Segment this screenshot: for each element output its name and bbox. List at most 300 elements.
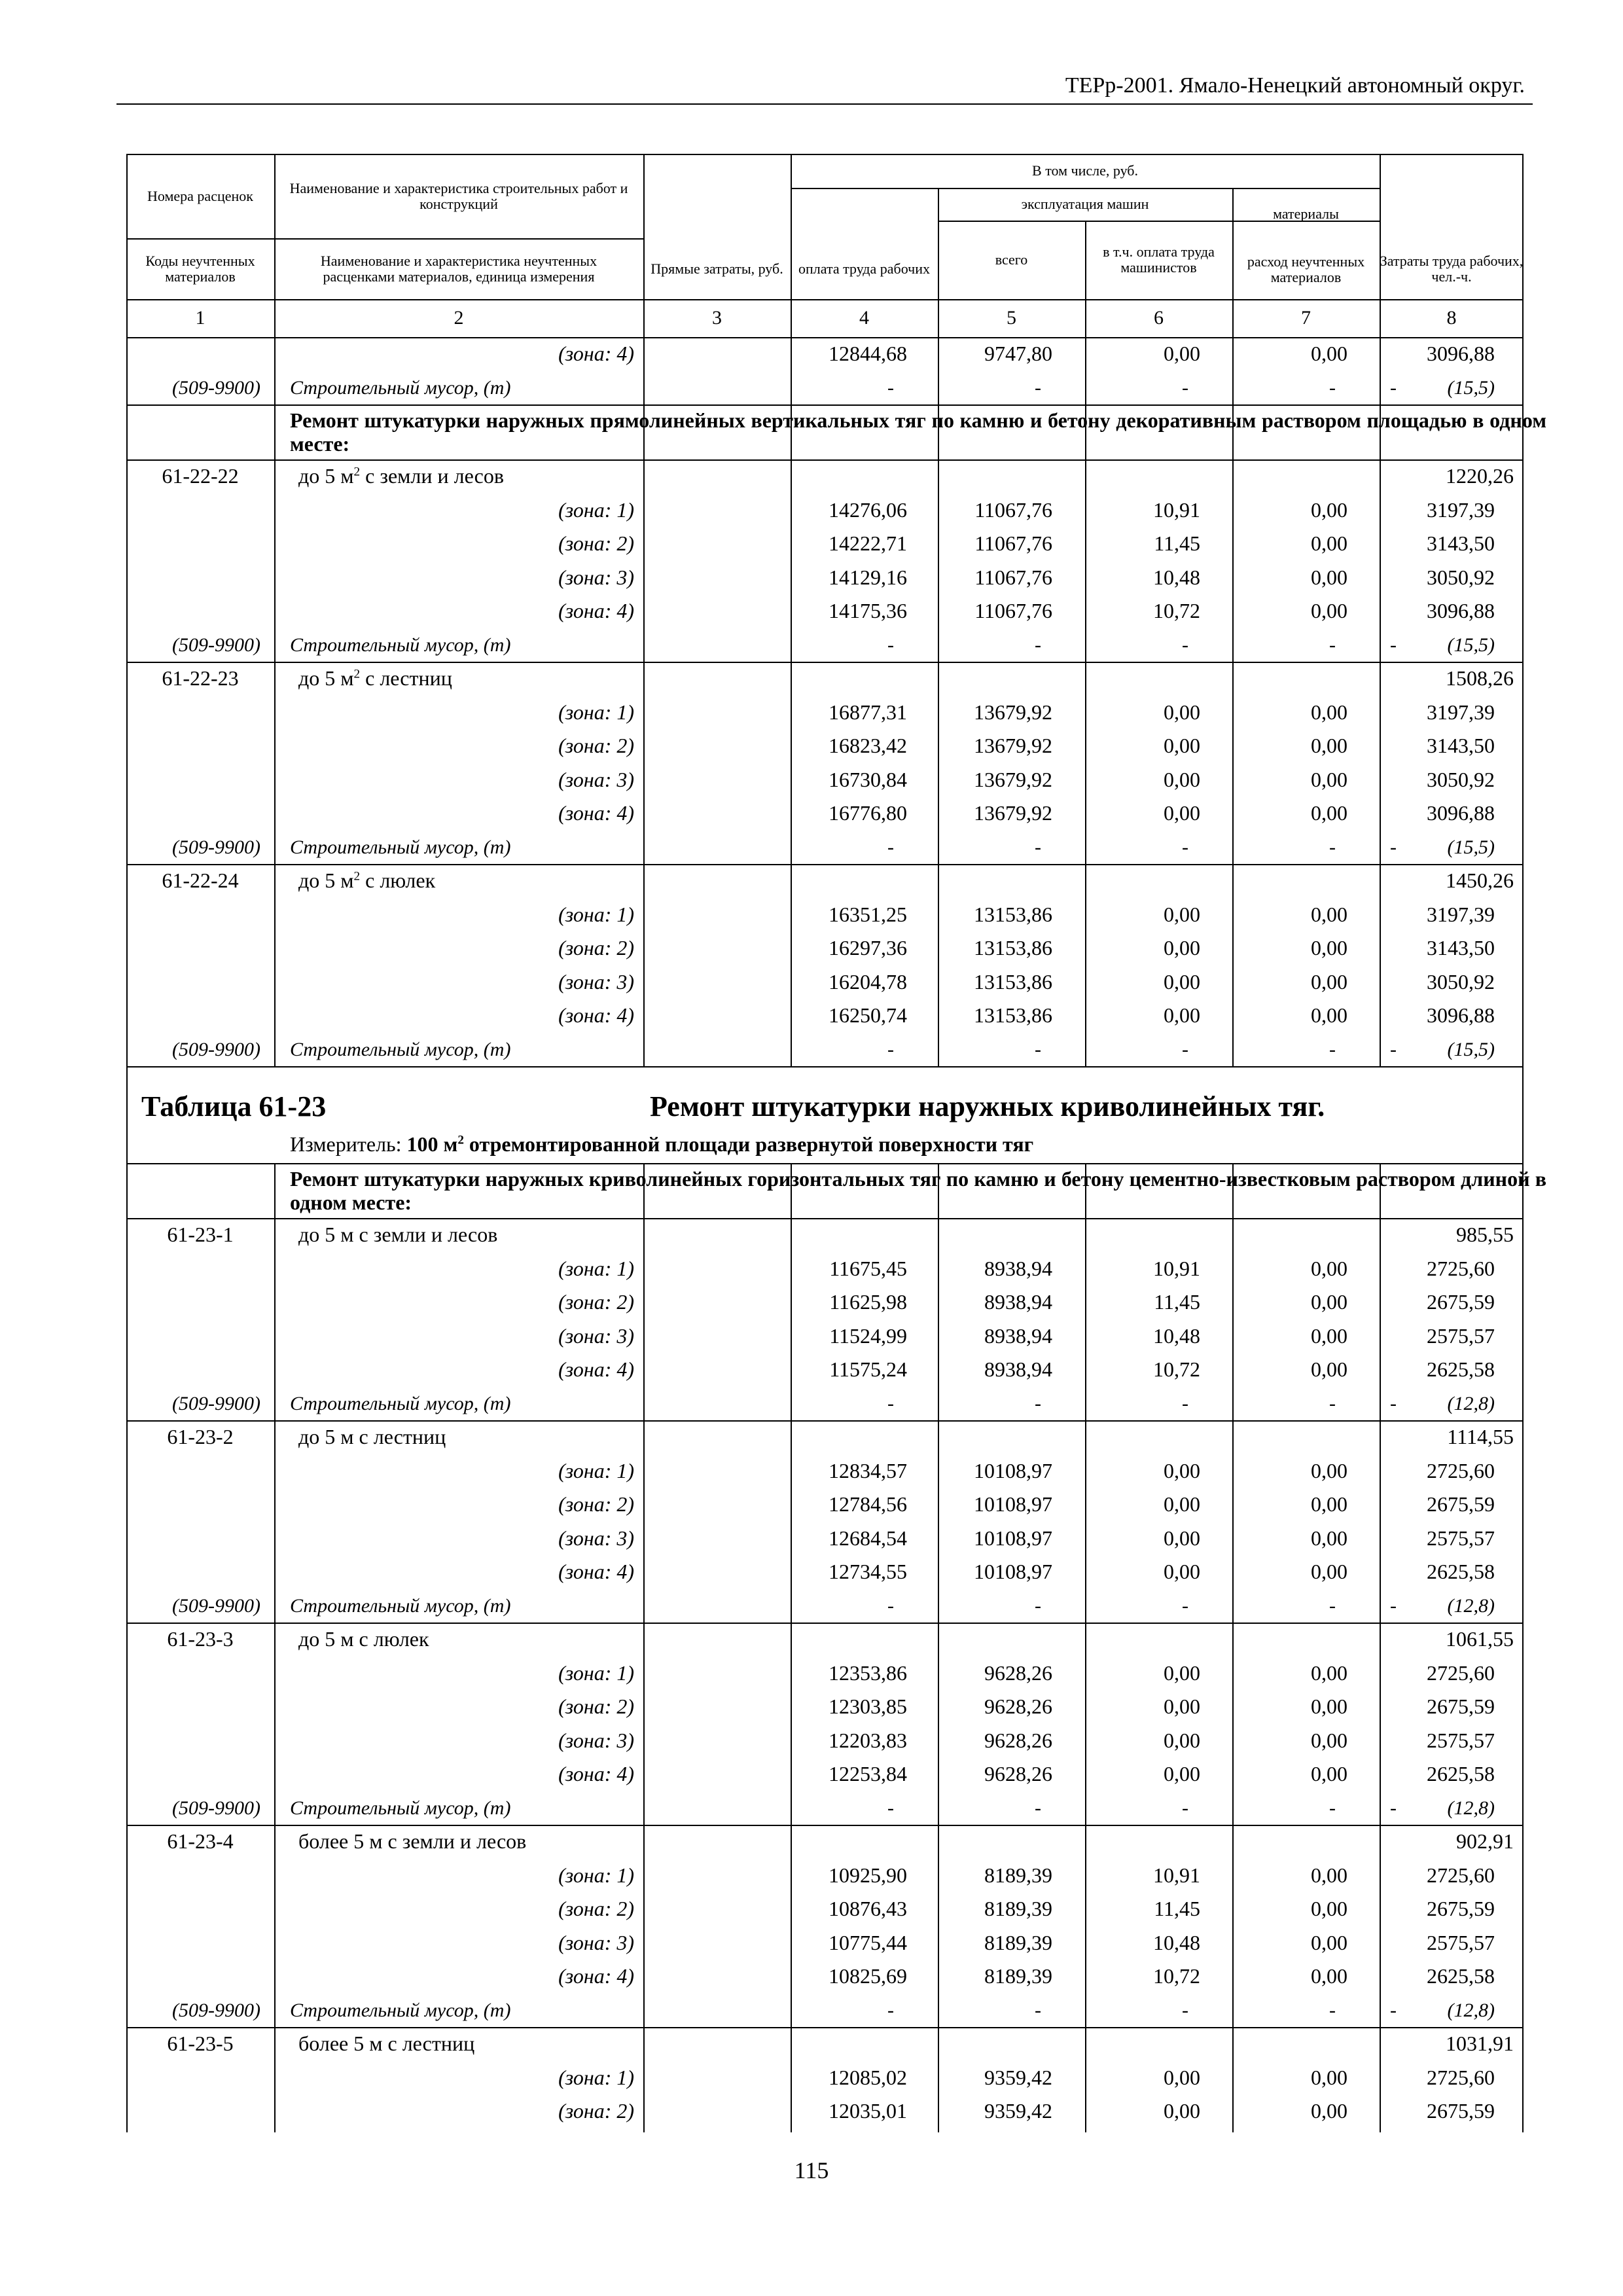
direct-cost: 11524,99 xyxy=(829,1323,907,1348)
rate-name: до 5 м с люлек xyxy=(298,1627,429,1651)
zone-row xyxy=(126,1353,1524,1386)
machinist-pay: 0,00 xyxy=(1311,1357,1347,1381)
dash: - xyxy=(1182,1797,1188,1819)
zone-label: (зона: 2) xyxy=(558,2099,634,2123)
direct-cost: 14276,06 xyxy=(829,497,907,522)
machine-cost: 10,48 xyxy=(1153,1323,1200,1348)
material-name: Строительный мусор, (т) xyxy=(290,1594,511,1617)
material-amount: (12,8) xyxy=(1447,1392,1495,1414)
labor-pay: 11067,76 xyxy=(974,565,1052,589)
col-number: 2 xyxy=(454,307,464,329)
rate-code: 61-22-24 xyxy=(162,869,239,892)
rate-name-text: с земли и лесов xyxy=(360,464,504,488)
col4-header: оплата труда рабочих xyxy=(798,260,930,277)
materials-cost: 2725,60 xyxy=(1427,1256,1495,1280)
dash: - xyxy=(1390,376,1397,399)
labor-pay: 8938,94 xyxy=(984,1357,1052,1381)
dash: - xyxy=(1035,1038,1041,1060)
machinist-pay: 0,00 xyxy=(1311,497,1347,522)
zone-row xyxy=(126,931,1524,965)
labor-hours: 1508,26 xyxy=(1446,666,1514,690)
dash: - xyxy=(1390,634,1397,656)
dash: - xyxy=(1329,1999,1336,2021)
col-number: 3 xyxy=(712,307,722,329)
zone-row xyxy=(126,797,1524,830)
rate-name xyxy=(298,459,504,493)
zone-label: (зона: 1) xyxy=(558,2065,634,2089)
labor-pay: 9628,26 xyxy=(984,1762,1052,1785)
material-name: Строительный мусор, (т) xyxy=(290,376,511,399)
materials-cost: 3050,92 xyxy=(1427,565,1495,589)
machine-cost: 10,91 xyxy=(1153,497,1200,522)
dash: - xyxy=(1035,1594,1041,1617)
machinist-pay: 0,00 xyxy=(1311,1526,1347,1550)
machinist-pay: 0,00 xyxy=(1311,2099,1347,2123)
labor-pay: 10108,97 xyxy=(974,1492,1052,1516)
col-number: 7 xyxy=(1301,307,1311,329)
materials-cost: 2625,58 xyxy=(1427,1964,1495,1988)
direct-cost: 11625,98 xyxy=(829,1290,907,1314)
table-title: Ремонт штукатурки наружных криволинейных тяг. xyxy=(650,1090,1325,1122)
rate-name-text: до 5 м xyxy=(298,464,354,488)
direct-cost: 12353,86 xyxy=(829,1660,907,1685)
zone-row xyxy=(126,965,1524,999)
zone-row xyxy=(126,2061,1524,2094)
col1-bottom-header: Коды неучтенных материалов xyxy=(145,252,255,285)
debris-row xyxy=(126,1033,1524,1066)
zone-row xyxy=(126,898,1524,931)
zone-label: (зона: 2) xyxy=(558,1897,634,1920)
zone-row xyxy=(126,2094,1524,2128)
direct-cost: 16823,42 xyxy=(829,734,907,757)
material-name: Строительный мусор, (т) xyxy=(290,1999,511,2021)
machine-cost: 0,00 xyxy=(1164,801,1200,825)
dash: - xyxy=(887,1999,894,2021)
labor-pay: 8938,94 xyxy=(984,1323,1052,1348)
zone-label: (зона: 1) xyxy=(558,700,634,724)
material-name: Строительный мусор, (т) xyxy=(290,1797,511,1819)
labor-pay: 13153,86 xyxy=(974,902,1052,926)
material-name: Строительный мусор, (т) xyxy=(290,634,511,656)
dash: - xyxy=(1390,836,1397,858)
zone-label: (зона: 3) xyxy=(558,969,634,994)
machine-cost: 0,00 xyxy=(1164,1728,1200,1752)
direct-cost: 12784,56 xyxy=(829,1492,907,1516)
zone-label: (зона: 2) xyxy=(558,1290,634,1314)
section-heading: Ремонт штукатурки наружных прямолинейных вертикальных тяг по камню и бетону декоративным раствором площадью в одном месте: xyxy=(290,408,1546,456)
labor-pay: 11067,76 xyxy=(974,497,1052,522)
machine-cost: 0,00 xyxy=(1164,1003,1200,1027)
dash: - xyxy=(1182,1392,1188,1414)
dash: - xyxy=(1182,1999,1188,2021)
zone-label: (зона: 1) xyxy=(558,1660,634,1685)
zone-label: (зона: 4) xyxy=(558,1357,634,1381)
dash: - xyxy=(1035,836,1041,858)
rate-name: более 5 м с земли и лесов xyxy=(298,1829,527,1853)
superscript: 2 xyxy=(353,667,361,681)
direct-cost: 12844,68 xyxy=(829,342,907,365)
materials-cost: 2625,58 xyxy=(1427,1762,1495,1785)
zone-row xyxy=(126,729,1524,762)
zone-label: (зона: 4) xyxy=(558,801,634,825)
debris-row xyxy=(126,1791,1524,1825)
dash: - xyxy=(1035,376,1041,399)
labor-hours: 985,55 xyxy=(1456,1223,1514,1246)
material-code: (509-9900) xyxy=(172,1999,260,2021)
materials-cost: 3143,50 xyxy=(1427,531,1495,555)
zone-row xyxy=(126,1555,1524,1588)
machine-cost: 0,00 xyxy=(1164,902,1200,926)
measure-unit xyxy=(290,1132,1033,1157)
zone-label: (зона: 4) xyxy=(558,1560,634,1583)
direct-cost: 16351,25 xyxy=(829,902,907,926)
machine-cost: 0,00 xyxy=(1164,1458,1200,1482)
machinist-pay: 0,00 xyxy=(1311,1728,1347,1752)
zone-row xyxy=(126,1960,1524,1993)
machinist-pay: 0,00 xyxy=(1311,1695,1347,1718)
zone-row xyxy=(126,1657,1524,1690)
labor-pay: 9359,42 xyxy=(984,2065,1052,2089)
machinist-pay: 0,00 xyxy=(1311,1458,1347,1482)
rate-row xyxy=(126,1420,1524,1454)
dash: - xyxy=(1182,376,1188,399)
machinist-pay: 0,00 xyxy=(1311,565,1347,589)
materials-cost: 3143,50 xyxy=(1427,734,1495,757)
machinist-pay: 0,00 xyxy=(1311,1762,1347,1785)
direct-cost: 10825,69 xyxy=(829,1964,907,1988)
zone-label: (зона: 2) xyxy=(558,936,634,960)
materials-header: материалы xyxy=(1273,206,1339,222)
zone-label: (зона: 1) xyxy=(558,1863,634,1887)
labor-hours: 1031,91 xyxy=(1446,2032,1514,2055)
rate-code: 61-22-22 xyxy=(162,464,239,488)
machinist-pay: 0,00 xyxy=(1311,969,1347,994)
zone-row xyxy=(126,527,1524,560)
zone-label: (зона: 3) xyxy=(558,767,634,791)
debris-row xyxy=(126,831,1524,864)
labor-pay: 10108,97 xyxy=(974,1526,1052,1550)
zone-row xyxy=(126,1488,1524,1521)
material-name: Строительный мусор, (т) xyxy=(290,836,511,858)
machinist-pay: 0,00 xyxy=(1311,1897,1347,1920)
materials-cost: 2725,60 xyxy=(1427,1458,1495,1482)
col-number: 4 xyxy=(859,307,869,329)
machine-cost: 0,00 xyxy=(1164,734,1200,757)
machine-cost: 10,72 xyxy=(1153,599,1200,622)
col-number: 8 xyxy=(1446,307,1457,329)
labor-pay: 10108,97 xyxy=(974,1458,1052,1482)
dash: - xyxy=(1390,1038,1397,1060)
zone-row xyxy=(126,493,1524,527)
dash: - xyxy=(1035,1392,1041,1414)
direct-cost: 12253,84 xyxy=(829,1762,907,1785)
machine-cost: 0,00 xyxy=(1164,2099,1200,2123)
rate-row xyxy=(126,1825,1524,1858)
machine-cost: 0,00 xyxy=(1164,936,1200,960)
rate-name xyxy=(298,864,435,897)
dash: - xyxy=(887,376,894,399)
zone-row xyxy=(126,1319,1524,1353)
zone-row xyxy=(126,1859,1524,1892)
zone-label: (зона: 3) xyxy=(558,1728,634,1752)
dash: - xyxy=(887,634,894,656)
machinist-pay: 0,00 xyxy=(1311,1964,1347,1988)
direct-cost: 12834,57 xyxy=(829,1458,907,1482)
zone-label: (зона: 3) xyxy=(558,1526,634,1550)
direct-cost: 12035,01 xyxy=(829,2099,907,2123)
labor-hours: 1450,26 xyxy=(1446,869,1514,892)
material-code: (509-9900) xyxy=(172,1594,260,1617)
direct-cost: 10925,90 xyxy=(829,1863,907,1887)
rate-name-text: до 5 м xyxy=(298,869,354,892)
zone-label: (зона: 1) xyxy=(558,1458,634,1482)
direct-cost: 11575,24 xyxy=(829,1357,907,1381)
direct-cost: 12085,02 xyxy=(829,2065,907,2089)
dash: - xyxy=(1182,1594,1188,1617)
zone-row xyxy=(126,1285,1524,1319)
direct-cost: 16204,78 xyxy=(829,969,907,994)
col3-header: Прямые затраты, руб. xyxy=(651,260,783,277)
col-number: 6 xyxy=(1154,307,1164,329)
dash: - xyxy=(1329,836,1336,858)
dash: - xyxy=(887,836,894,858)
machinist-pay: 0,00 xyxy=(1311,1930,1347,1954)
col7-header: расход неучтенных материалов xyxy=(1247,253,1365,285)
machine-cost: 10,91 xyxy=(1153,1256,1200,1280)
dash: - xyxy=(1182,634,1188,656)
labor-hours: 1114,55 xyxy=(1447,1425,1514,1448)
materials-cost: 2625,58 xyxy=(1427,1357,1495,1381)
col1-top-header: Номера расценок xyxy=(147,187,253,204)
measure-text: отремонтированной площади развернутой поверхности тяг xyxy=(463,1132,1034,1156)
machine-cost: 10,72 xyxy=(1153,1964,1200,1988)
machine-cost: 10,91 xyxy=(1153,1863,1200,1887)
header-rule xyxy=(116,103,1533,105)
zone-label: (зона: 2) xyxy=(558,531,634,555)
machine-cost: 0,00 xyxy=(1164,1560,1200,1583)
machinist-pay: 0,00 xyxy=(1311,342,1347,365)
zone-row xyxy=(126,1454,1524,1488)
material-name: Строительный мусор, (т) xyxy=(290,1038,511,1060)
material-amount: (15,5) xyxy=(1447,1038,1495,1060)
zone-label: (зона: 2) xyxy=(558,1695,634,1718)
table-header xyxy=(126,154,1524,338)
group-header: В том числе, руб. xyxy=(1032,162,1138,179)
machine-cost: 0,00 xyxy=(1164,700,1200,724)
zone-row xyxy=(126,1690,1524,1723)
direct-cost: 10876,43 xyxy=(829,1897,907,1920)
rate-row xyxy=(126,2027,1524,2060)
machine-cost: 0,00 xyxy=(1164,342,1200,365)
materials-cost: 2675,59 xyxy=(1427,1695,1495,1718)
labor-pay: 13153,86 xyxy=(974,936,1052,960)
machinist-pay: 0,00 xyxy=(1311,767,1347,791)
machinist-pay: 0,00 xyxy=(1311,902,1347,926)
dash: - xyxy=(1329,634,1336,656)
materials-cost: 2675,59 xyxy=(1427,1290,1495,1314)
material-amount: (12,8) xyxy=(1447,1999,1495,2021)
machine-cost: 0,00 xyxy=(1164,2065,1200,2089)
materials-cost: 3096,88 xyxy=(1427,342,1495,365)
section-heading: Ремонт штукатурки наружных криволинейных горизонтальных тяг по камню и бетону цементно-известковым раствором длиной в одном месте: xyxy=(290,1167,1546,1214)
direct-cost: 16730,84 xyxy=(829,767,907,791)
superscript: 2 xyxy=(457,1133,464,1147)
materials-cost: 3096,88 xyxy=(1427,599,1495,622)
materials-cost: 2575,57 xyxy=(1427,1323,1495,1348)
row-divider xyxy=(126,404,1524,406)
rate-row xyxy=(126,1623,1524,1656)
running-header: ТЕРр-2001. Ямало-Ненецкий автономный округ. xyxy=(1065,73,1525,98)
direct-cost: 12203,83 xyxy=(829,1728,907,1752)
direct-cost: 14222,71 xyxy=(829,531,907,555)
dash: - xyxy=(1329,1797,1336,1819)
materials-cost: 3050,92 xyxy=(1427,767,1495,791)
measure-value xyxy=(407,1132,1034,1156)
material-amount: (15,5) xyxy=(1447,634,1495,656)
zone-label: (зона: 3) xyxy=(558,1323,634,1348)
zone-label: (зона: 3) xyxy=(558,565,634,589)
zone-label: (зона: 4) xyxy=(558,1762,634,1785)
labor-pay: 9628,26 xyxy=(984,1728,1052,1752)
dash: - xyxy=(887,1038,894,1060)
dash: - xyxy=(1035,1999,1041,2021)
machinist-pay: 0,00 xyxy=(1311,1560,1347,1583)
labor-pay: 11067,76 xyxy=(974,531,1052,555)
labor-pay: 10108,97 xyxy=(974,1560,1052,1583)
dash: - xyxy=(1390,1594,1397,1617)
zone-label: (зона: 2) xyxy=(558,734,634,757)
materials-cost: 3197,39 xyxy=(1427,497,1495,522)
material-amount: (15,5) xyxy=(1447,836,1495,858)
dash: - xyxy=(1390,1392,1397,1414)
dash: - xyxy=(1329,1392,1336,1414)
zone-row xyxy=(126,561,1524,594)
machinist-pay: 0,00 xyxy=(1311,936,1347,960)
machine-cost: 0,00 xyxy=(1164,767,1200,791)
direct-cost: 10775,44 xyxy=(829,1930,907,1954)
zone-label: (зона: 3) xyxy=(558,1930,634,1954)
materials-cost: 2725,60 xyxy=(1427,1660,1495,1685)
machinist-pay: 0,00 xyxy=(1311,801,1347,825)
zone-row xyxy=(126,1757,1524,1791)
debris-row xyxy=(126,1589,1524,1623)
direct-cost: 14129,16 xyxy=(829,565,907,589)
rate-name-text: с лестниц xyxy=(360,666,452,690)
materials-cost: 3197,39 xyxy=(1427,700,1495,724)
machine-cost: 10,48 xyxy=(1153,565,1200,589)
zone-row xyxy=(126,999,1524,1032)
labor-hours: 902,91 xyxy=(1456,1829,1514,1853)
materials-cost: 2575,57 xyxy=(1427,1526,1495,1550)
dash: - xyxy=(887,1797,894,1819)
zone-row xyxy=(126,1252,1524,1285)
rate-row xyxy=(126,662,1524,695)
materials-cost: 2675,59 xyxy=(1427,1897,1495,1920)
rate-name: до 5 м с лестниц xyxy=(298,1425,446,1448)
zone-label: (зона: 1) xyxy=(558,497,634,522)
rate-code: 61-23-4 xyxy=(167,1829,234,1853)
dash: - xyxy=(1182,1038,1188,1060)
material-code: (509-9900) xyxy=(172,1038,260,1060)
dash: - xyxy=(1329,1594,1336,1617)
debris-row xyxy=(126,371,1524,404)
rate-code: 61-23-2 xyxy=(167,1425,234,1448)
machine-cost: 0,00 xyxy=(1164,1526,1200,1550)
labor-pay: 8189,39 xyxy=(984,1930,1052,1954)
machinist-pay: 0,00 xyxy=(1311,599,1347,622)
page-number: 115 xyxy=(794,2157,829,2183)
direct-cost: 14175,36 xyxy=(829,599,907,622)
zone-row xyxy=(126,763,1524,797)
rate-code: 61-22-23 xyxy=(162,666,239,690)
labor-pay: 13679,92 xyxy=(974,767,1052,791)
zone-label: (зона: 4) xyxy=(558,599,634,622)
machine-cost: 10,48 xyxy=(1153,1930,1200,1954)
machine-cost: 11,45 xyxy=(1154,531,1200,555)
rate-code: 61-23-1 xyxy=(167,1223,234,1246)
zone-label: (зона: 2) xyxy=(558,1492,634,1516)
zone-label: (зона: 4) xyxy=(558,1964,634,1988)
machine-cost: 10,72 xyxy=(1153,1357,1200,1381)
machinist-pay: 0,00 xyxy=(1311,1492,1347,1516)
material-amount: (15,5) xyxy=(1447,376,1495,399)
labor-pay: 8189,39 xyxy=(984,1897,1052,1920)
row-divider xyxy=(126,1163,1524,1164)
dash: - xyxy=(1329,1038,1336,1060)
rate-row xyxy=(126,1218,1524,1251)
machinist-pay: 0,00 xyxy=(1311,2065,1347,2089)
direct-cost: 16776,80 xyxy=(829,801,907,825)
machine-cost: 11,45 xyxy=(1154,1290,1200,1314)
machinist-pay: 0,00 xyxy=(1311,700,1347,724)
dash: - xyxy=(887,1392,894,1414)
col5-header: всего xyxy=(995,251,1028,268)
labor-hours: 1220,26 xyxy=(1446,464,1514,488)
materials-cost: 2725,60 xyxy=(1427,1863,1495,1887)
material-name: Строительный мусор, (т) xyxy=(290,1392,511,1414)
direct-cost: 12734,55 xyxy=(829,1560,907,1583)
labor-pay: 8938,94 xyxy=(984,1290,1052,1314)
materials-cost: 3096,88 xyxy=(1427,1003,1495,1027)
materials-cost: 2625,58 xyxy=(1427,1560,1495,1583)
dash: - xyxy=(887,1594,894,1617)
superscript: 2 xyxy=(353,465,361,479)
col-number: 1 xyxy=(195,307,205,329)
labor-pay: 13679,92 xyxy=(974,700,1052,724)
rate-name-text: до 5 м xyxy=(298,666,354,690)
labor-pay: 11067,76 xyxy=(974,599,1052,622)
machinist-pay: 0,00 xyxy=(1311,1256,1347,1280)
material-amount: (12,8) xyxy=(1447,1594,1495,1617)
superscript: 2 xyxy=(353,869,361,884)
labor-pay: 8189,39 xyxy=(984,1863,1052,1887)
debris-row xyxy=(126,1994,1524,2027)
table-label: Таблица 61-23 xyxy=(141,1090,327,1122)
material-code: (509-9900) xyxy=(172,376,260,399)
rate-name xyxy=(298,662,452,695)
dash: - xyxy=(1390,1797,1397,1819)
rate-name: до 5 м с земли и лесов xyxy=(298,1223,498,1246)
zone-row xyxy=(126,1892,1524,1926)
direct-cost: 12303,85 xyxy=(829,1695,907,1718)
labor-pay: 9628,26 xyxy=(984,1695,1052,1718)
labor-pay: 9628,26 xyxy=(984,1660,1052,1685)
materials-cost: 3096,88 xyxy=(1427,801,1495,825)
material-code: (509-9900) xyxy=(172,1392,260,1414)
materials-cost: 2725,60 xyxy=(1427,2065,1495,2089)
labor-pay: 13679,92 xyxy=(974,734,1052,757)
zone-row xyxy=(126,696,1524,729)
